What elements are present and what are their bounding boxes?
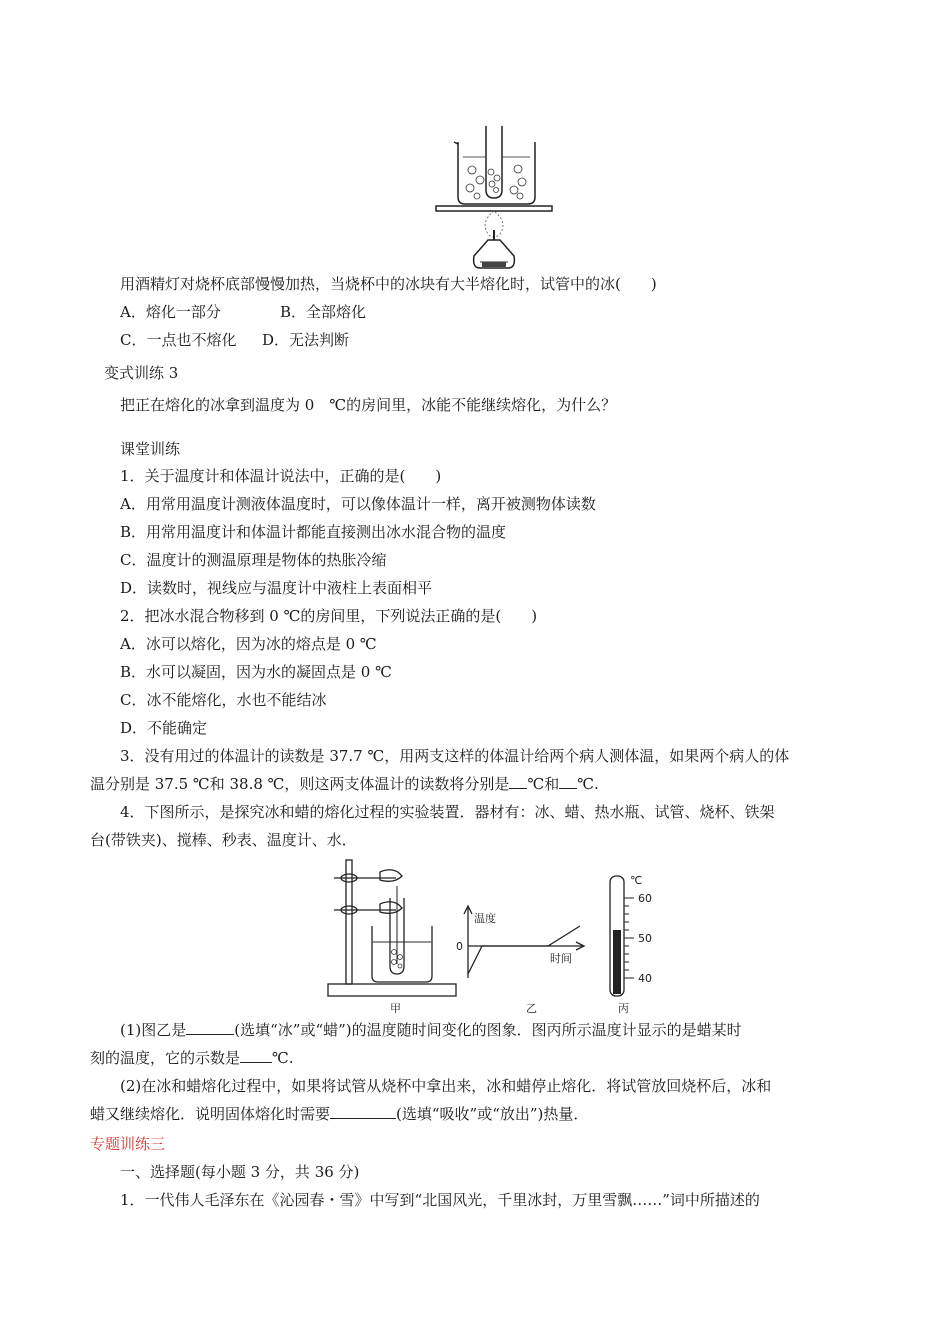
- q4-sub1-text-b: (选填“冰”或“蜡”)的温度随时间变化的图象．图丙所示温度计显示的是蜡某时: [234, 1021, 742, 1039]
- heating-apparatus-figure: [430, 122, 560, 272]
- q2-stem: 2．把冰水混合物移到 0 ℃的房间里，下列说法正确的是( ): [120, 607, 538, 625]
- q-intro-option-c: C．一点也不熔化: [120, 331, 237, 349]
- q3-line1: 3．没有用过的体温计的读数是 37.7 ℃，用两支这样的体温计给两个病人测体温，如果两个病人的体: [120, 747, 790, 765]
- special-training-title: 专题训练三: [90, 1135, 166, 1153]
- q2-option-b: B．水可以凝固，因为水的凝固点是 0 ℃: [120, 663, 392, 681]
- q1-stem: 1．关于温度计和体温计说法中，正确的是( ): [120, 467, 442, 485]
- q3-line2: [90, 774, 599, 794]
- thermometer-unit: ℃: [630, 874, 643, 887]
- q4-sub1-text-c: 刻的温度，它的示数是: [90, 1049, 241, 1067]
- q-intro-option-a: A．熔化一部分: [120, 303, 221, 321]
- thermometer-bing: [610, 876, 634, 996]
- melting-experiment-figure: [322, 858, 662, 1018]
- graph-ylabel: 温度: [474, 912, 496, 925]
- variant3-text: 把正在熔化的冰拿到温度为 0 ℃的房间里，冰能不能继续熔化，为什么？: [120, 396, 617, 414]
- variant3-title: 变式训练 3: [104, 364, 179, 382]
- q2-option-d: D．不能确定: [120, 719, 208, 737]
- q-intro-option-d: D．无法判断: [262, 331, 350, 349]
- q4-sub1-blank-1[interactable]: [186, 1020, 234, 1035]
- q4-line1: 4．下图所示，是探究冰和蜡的熔化过程的实验装置．器材有：冰、蜡、热水瓶、试管、烧杯、铁架: [120, 803, 775, 821]
- q4-sub1-blank-2[interactable]: [240, 1048, 272, 1063]
- q4-sub1-text-a: (1)图乙是: [120, 1021, 187, 1039]
- q3-text-a: 温分别是 37.5 ℃和 38.8 ℃，则这两支体温计的读数将分别是: [90, 775, 510, 793]
- q4-sub2-text-b: 蜡又继续熔化．说明固体熔化时需要: [90, 1105, 331, 1123]
- q2-option-a: A．冰可以熔化，因为冰的熔点是 0 ℃: [120, 635, 377, 653]
- q3-text-c: ℃.: [577, 775, 599, 793]
- q4-sub2-line1: (2)在冰和蜡熔化过程中，如果将试管从烧杯中拿出来，冰和蜡停止熔化．将试管放回烧杯后，冰和: [120, 1077, 772, 1095]
- q4-sub2-text-c: (选填“吸收”或“放出”)热量．: [396, 1105, 589, 1123]
- q1-option-d: D．读数时，视线应与温度计中液柱上表面相平: [120, 579, 433, 597]
- q3-blank-1[interactable]: [509, 774, 527, 789]
- thermometer-60: 60: [638, 892, 652, 905]
- special-section-heading: 一、选择题(每小题 3 分，共 36 分): [120, 1163, 360, 1181]
- q-intro-option-b: B．全部熔化: [280, 303, 367, 321]
- graph-xlabel: 时间: [550, 952, 572, 965]
- thermometer-liquid: [613, 930, 621, 994]
- q4-sub2-blank[interactable]: [330, 1104, 396, 1119]
- label-yi: 乙: [526, 1002, 537, 1015]
- q2-option-c: C．冰不能熔化，水也不能结冰: [120, 691, 327, 709]
- q3-blank-2[interactable]: [559, 774, 577, 789]
- q4-line2: 台(带铁夹)、搅棒、秒表、温度计、水．: [90, 831, 357, 849]
- q-intro-stem: 用酒精灯对烧杯底部慢慢加热，当烧杯中的冰块有大半熔化时，试管中的冰( ): [120, 275, 657, 293]
- apparatus-jia: [328, 860, 456, 996]
- special-q1-stem: 1．一代伟人毛泽东在《沁园春・雪》中写到“北国风光，千里冰封，万里雪飘……”词中所描述的: [120, 1191, 760, 1209]
- q4-sub1-text-d: ℃.: [272, 1049, 294, 1067]
- label-bing: 丙: [618, 1002, 629, 1015]
- graph-yi-curve: [468, 926, 580, 974]
- class-training-title: 课堂训练: [120, 440, 181, 458]
- thermometer-50: 50: [638, 932, 652, 945]
- graph-origin: 0: [456, 940, 463, 953]
- q1-option-c: C．温度计的测温原理是物体的热胀冷缩: [120, 551, 387, 569]
- q1-option-a: A．用常用温度计测液体温度时，可以像体温计一样，离开被测物体读数: [120, 495, 596, 513]
- q4-sub1-line1: [120, 1020, 742, 1040]
- thermometer-40: 40: [638, 972, 652, 985]
- q4-sub2-line2: [90, 1104, 588, 1124]
- q1-option-b: B．用常用温度计和体温计都能直接测出冰水混合物的温度: [120, 523, 507, 541]
- q4-sub1-line2: [90, 1048, 294, 1068]
- label-jia: 甲: [390, 1002, 401, 1015]
- q3-text-b: ℃和: [527, 775, 560, 793]
